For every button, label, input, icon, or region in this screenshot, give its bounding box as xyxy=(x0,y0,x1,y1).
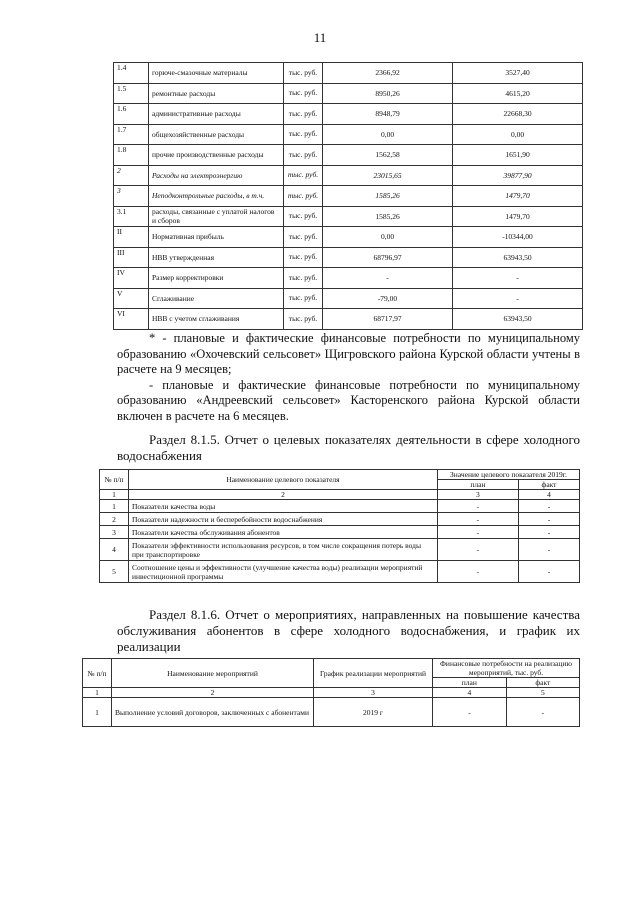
row-name: Показатели качества обслуживания абонентов xyxy=(129,526,438,539)
table-row xyxy=(114,268,583,289)
row-fact: - xyxy=(518,539,579,561)
table-row xyxy=(114,288,583,309)
footnote-1: * - плановые и фактические финансовые потребности по муниципальному образованию «Охочевский сельсовет» Щигровского района Курской области учтены в расчете на 9 месяцев; xyxy=(117,331,580,376)
table-row xyxy=(100,500,580,513)
section-8-1-5-heading: Раздел 8.1.5. Отчет о целевых показателях деятельности в сфере холодного водоснабжения xyxy=(117,432,580,463)
row-name: прочие производственные расходы xyxy=(149,145,284,166)
table-row xyxy=(114,145,583,166)
col-no-header: № п/п xyxy=(83,659,112,688)
row-number: IV xyxy=(114,268,149,289)
column-number: 1 xyxy=(100,490,129,500)
row-number: V xyxy=(114,288,149,309)
table-row xyxy=(100,561,580,583)
row-plan: - xyxy=(437,539,518,561)
column-number: 3 xyxy=(437,490,518,500)
table-row xyxy=(100,526,580,539)
col-value-header: Значение целевого показателя 2019г. xyxy=(437,470,579,480)
measures-table xyxy=(82,658,580,727)
row-plan: - xyxy=(437,526,518,539)
col-finance-header: Финансовые потребности на реализацию мероприятий, тыс. руб. xyxy=(433,659,580,678)
row-unit: тыс. руб. xyxy=(284,83,323,104)
row-value-fact: 1651,90 xyxy=(453,145,583,166)
column-number: 5 xyxy=(506,688,579,698)
row-fact: - xyxy=(518,561,579,583)
column-number: 2 xyxy=(129,490,438,500)
row-name: Неподконтрольные расходы, в т.ч. xyxy=(149,186,284,207)
row-value-fact: 4615,20 xyxy=(453,83,583,104)
table-row xyxy=(114,83,583,104)
row-number: 1.5 xyxy=(114,83,149,104)
row-value-fact: 1479,70 xyxy=(453,186,583,207)
row-value-plan: 23015,65 xyxy=(323,165,453,186)
col-plan-header: план xyxy=(433,678,507,688)
row-number: 3 xyxy=(100,526,129,539)
col-fact-header: факт xyxy=(518,480,579,490)
row-unit: тыс. руб. xyxy=(284,309,323,330)
row-fact: - xyxy=(506,698,579,727)
row-number: VI xyxy=(114,309,149,330)
row-value-fact: 63943,50 xyxy=(453,309,583,330)
table-row xyxy=(114,165,583,186)
row-value-plan: - xyxy=(323,268,453,289)
row-number: 4 xyxy=(100,539,129,561)
row-value-plan: 0,00 xyxy=(323,124,453,145)
table-row xyxy=(114,247,583,268)
row-value-plan: 0,00 xyxy=(323,227,453,248)
row-value-plan: 2366,92 xyxy=(323,63,453,84)
row-fact: - xyxy=(518,513,579,526)
row-plan: - xyxy=(437,561,518,583)
row-unit: тыс. руб. xyxy=(284,288,323,309)
row-number: 1.6 xyxy=(114,104,149,125)
row-name: Соотношение цены и эффективности (улучшение качества воды) реализации мероприятий инвестиционной программы xyxy=(129,561,438,583)
table-row xyxy=(114,124,583,145)
row-name: Нормативная прибыль xyxy=(149,227,284,248)
row-name: Показатели качества воды xyxy=(129,500,438,513)
row-value-plan: 68796,97 xyxy=(323,247,453,268)
section-8-1-6-heading: Раздел 8.1.6. Отчет о мероприятиях, направленных на повышение качества обслуживания абонентов в сфере холодного водоснабжения, и график их реализации xyxy=(117,607,580,654)
row-number: 1.7 xyxy=(114,124,149,145)
table-row xyxy=(114,63,583,84)
col-name-header: Наименование мероприятий xyxy=(112,659,314,688)
row-number: III xyxy=(114,247,149,268)
row-name: НВВ утвержденная xyxy=(149,247,284,268)
table-row xyxy=(114,186,583,207)
row-unit: тыс. руб. xyxy=(284,227,323,248)
col-no-header: № п/п xyxy=(100,470,129,490)
row-number: 1.4 xyxy=(114,63,149,84)
page-number: 11 xyxy=(313,30,327,45)
row-unit: тыс. руб. xyxy=(284,63,323,84)
row-value-fact: 22668,30 xyxy=(453,104,583,125)
target-indicators-table xyxy=(99,469,580,583)
table-row xyxy=(83,698,580,727)
row-name: горюче-смазочные материалы xyxy=(149,63,284,84)
row-number: 3 xyxy=(114,186,149,207)
row-number: 2 xyxy=(100,513,129,526)
row-number: II xyxy=(114,227,149,248)
row-value-fact: 1479,70 xyxy=(453,206,583,227)
row-value-fact: 39877,90 xyxy=(453,165,583,186)
row-number: 1 xyxy=(83,698,112,727)
row-number: 5 xyxy=(100,561,129,583)
column-number: 4 xyxy=(433,688,507,698)
row-name: ремонтные расходы xyxy=(149,83,284,104)
row-value-plan: 1585,26 xyxy=(323,206,453,227)
col-schedule-header: График реализации мероприятий xyxy=(314,659,433,688)
row-value-fact: - xyxy=(453,268,583,289)
row-plan: - xyxy=(437,513,518,526)
table-row xyxy=(114,309,583,330)
table-row xyxy=(100,539,580,561)
row-unit: тыс. руб. xyxy=(284,247,323,268)
row-number: 2 xyxy=(114,165,149,186)
col-name-header: Наименование целевого показателя xyxy=(129,470,438,490)
row-plan: - xyxy=(437,500,518,513)
row-value-plan: 8950,26 xyxy=(323,83,453,104)
row-value-plan: 1562,58 xyxy=(323,145,453,166)
row-value-fact: 0,00 xyxy=(453,124,583,145)
row-unit: тыс. руб. xyxy=(284,124,323,145)
row-name: Сглаживание xyxy=(149,288,284,309)
table-row xyxy=(100,513,580,526)
table-row xyxy=(114,104,583,125)
row-fact: - xyxy=(518,500,579,513)
row-name: НВВ с учетом сглаживания xyxy=(149,309,284,330)
row-fact: - xyxy=(518,526,579,539)
row-name: Показатели эффективности использования ресурсов, в том числе сокращения потерь воды при транспортировке xyxy=(129,539,438,561)
row-name: Выполнение условий договоров, заключенных с абонентами xyxy=(112,698,314,727)
col-fact-header: факт xyxy=(506,678,579,688)
row-unit: тыс. руб. xyxy=(284,186,323,207)
row-value-fact: -10344,00 xyxy=(453,227,583,248)
row-value-plan: 8948,79 xyxy=(323,104,453,125)
column-number: 1 xyxy=(83,688,112,698)
expenses-table xyxy=(113,62,583,330)
row-value-plan: -79,00 xyxy=(323,288,453,309)
row-name: расходы, связанные с уплатой налогов и сборов xyxy=(149,206,284,227)
row-unit: тыс. руб. xyxy=(284,104,323,125)
row-number: 3.1 xyxy=(114,206,149,227)
row-number: 1 xyxy=(100,500,129,513)
row-unit: тыс. руб. xyxy=(284,206,323,227)
column-number: 3 xyxy=(314,688,433,698)
row-value-plan: 1585,26 xyxy=(323,186,453,207)
row-value-fact: 63943,50 xyxy=(453,247,583,268)
row-name: Расходы на электроэнергию xyxy=(149,165,284,186)
row-number: 1.8 xyxy=(114,145,149,166)
row-name: административные расходы xyxy=(149,104,284,125)
row-value-fact: - xyxy=(453,288,583,309)
row-name: Показатели надежности и бесперебойности водоснабжения xyxy=(129,513,438,526)
row-value-plan: 68717,97 xyxy=(323,309,453,330)
column-number: 2 xyxy=(112,688,314,698)
table-row xyxy=(114,206,583,227)
row-plan: - xyxy=(433,698,507,727)
table-row xyxy=(114,227,583,248)
column-number: 4 xyxy=(518,490,579,500)
row-name: Размер корректировки xyxy=(149,268,284,289)
row-name: общехозяйственные расходы xyxy=(149,124,284,145)
col-plan-header: план xyxy=(437,480,518,490)
row-unit: тыс. руб. xyxy=(284,165,323,186)
footnotes xyxy=(117,331,580,424)
row-schedule: 2019 г xyxy=(314,698,433,727)
row-unit: тыс. руб. xyxy=(284,268,323,289)
row-unit: тыс. руб. xyxy=(284,145,323,166)
footnote-2: - плановые и фактические финансовые потребности по муниципальному образованию «Андреевский сельсовет» Касторенского района Курской области включен в расчете на 6 месяцев. xyxy=(117,377,580,423)
row-value-fact: 3527,40 xyxy=(453,63,583,84)
